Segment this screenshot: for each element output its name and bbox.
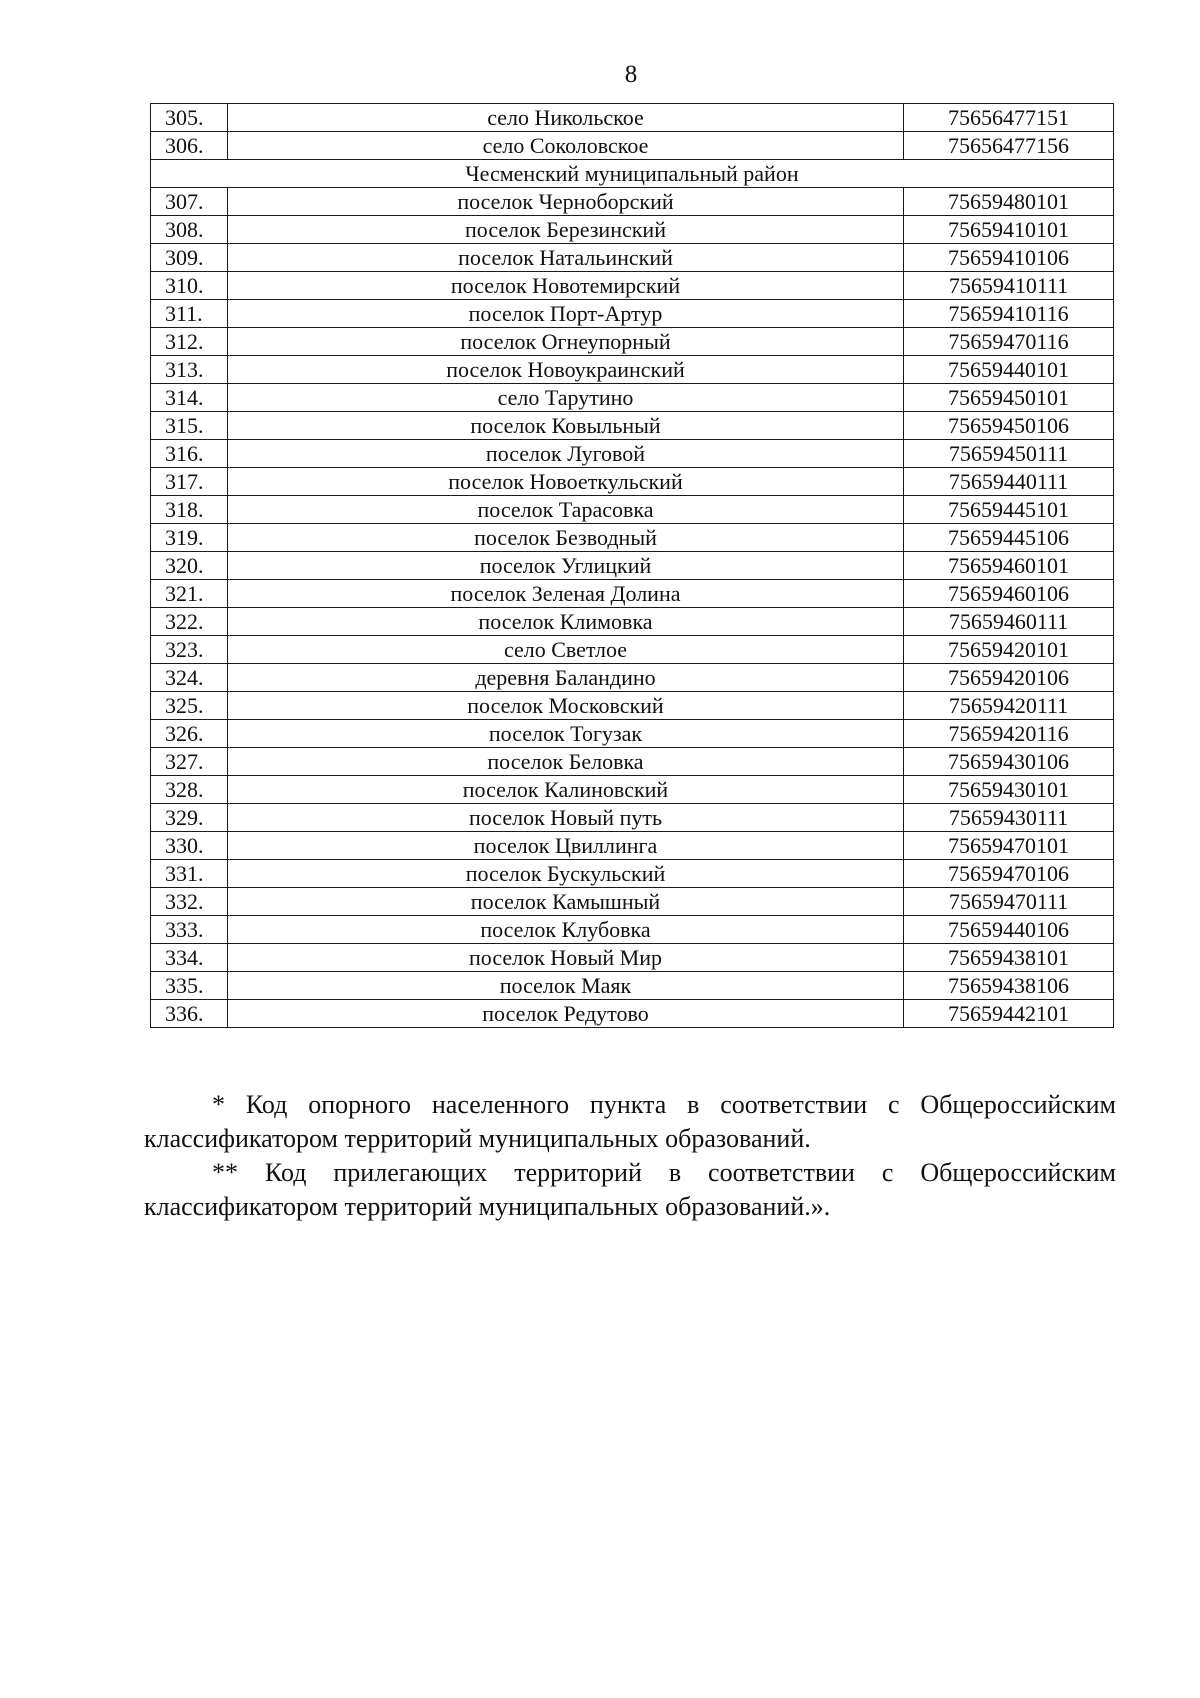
- oktmo-code: 75659460106: [904, 580, 1114, 608]
- table-row: [151, 244, 1114, 272]
- row-number: 322.: [151, 608, 228, 636]
- settlement-name: поселок Луговой: [228, 440, 904, 468]
- table-row: [151, 916, 1114, 944]
- table-row: [151, 804, 1114, 832]
- district-header-row: [151, 160, 1114, 188]
- oktmo-code: 75659440101: [904, 356, 1114, 384]
- footnote-main-settlement-code: * Код опорного населенного пункта в соответствии с Общероссийским классификатором территорий муниципальных образований.: [144, 1090, 1116, 1153]
- settlement-name: поселок Тарасовка: [228, 496, 904, 524]
- oktmo-code: 75659470106: [904, 860, 1114, 888]
- row-number: 309.: [151, 244, 228, 272]
- row-number: 310.: [151, 272, 228, 300]
- table-row: [151, 888, 1114, 916]
- row-number: 326.: [151, 720, 228, 748]
- settlement-name: поселок Новый путь: [228, 804, 904, 832]
- oktmo-code: 75659470111: [904, 888, 1114, 916]
- oktmo-code: 75659420101: [904, 636, 1114, 664]
- table-row: [151, 412, 1114, 440]
- row-number: 331.: [151, 860, 228, 888]
- row-number: 319.: [151, 524, 228, 552]
- row-number: 324.: [151, 664, 228, 692]
- settlement-name: поселок Беловка: [228, 748, 904, 776]
- settlement-name: поселок Березинский: [228, 216, 904, 244]
- table-row: [151, 580, 1114, 608]
- row-number: 315.: [151, 412, 228, 440]
- oktmo-code: 75659450111: [904, 440, 1114, 468]
- row-number: 314.: [151, 384, 228, 412]
- oktmo-code: 75659445106: [904, 524, 1114, 552]
- settlement-name: поселок Новоеткульский: [228, 468, 904, 496]
- table-row: [151, 692, 1114, 720]
- settlement-name: поселок Клубовка: [228, 916, 904, 944]
- settlement-name: село Никольское: [228, 104, 904, 132]
- row-number: 330.: [151, 832, 228, 860]
- settlement-name: поселок Новоукраинский: [228, 356, 904, 384]
- table-row: [151, 384, 1114, 412]
- table-row: [151, 552, 1114, 580]
- oktmo-code: 75659470116: [904, 328, 1114, 356]
- settlement-name: поселок Порт-Артур: [228, 300, 904, 328]
- oktmo-code: 75659420106: [904, 664, 1114, 692]
- oktmo-code: 75659442101: [904, 1000, 1114, 1028]
- oktmo-code: 75659430106: [904, 748, 1114, 776]
- row-number: 334.: [151, 944, 228, 972]
- oktmo-code: 75659430111: [904, 804, 1114, 832]
- oktmo-code: 75659420111: [904, 692, 1114, 720]
- settlement-name: поселок Огнеупорный: [228, 328, 904, 356]
- table-row: [151, 832, 1114, 860]
- row-number: 311.: [151, 300, 228, 328]
- oktmo-code: 75659410106: [904, 244, 1114, 272]
- oktmo-code: 75659480101: [904, 188, 1114, 216]
- table-row: [151, 1000, 1114, 1028]
- oktmo-code: 75659450101: [904, 384, 1114, 412]
- settlement-name: поселок Ковыльный: [228, 412, 904, 440]
- table-row: [151, 132, 1114, 160]
- settlements-table: [150, 103, 1114, 1028]
- settlement-name: поселок Тогузак: [228, 720, 904, 748]
- settlement-name: поселок Новый Мир: [228, 944, 904, 972]
- oktmo-code: 75659410116: [904, 300, 1114, 328]
- settlement-name: поселок Новотемирский: [228, 272, 904, 300]
- settlement-name: поселок Зеленая Долина: [228, 580, 904, 608]
- table-row: [151, 440, 1114, 468]
- row-number: 332.: [151, 888, 228, 916]
- settlements-table-body: [151, 104, 1114, 1028]
- settlement-name: поселок Камышный: [228, 888, 904, 916]
- table-row: [151, 300, 1114, 328]
- oktmo-code: 75659445101: [904, 496, 1114, 524]
- table-row: [151, 104, 1114, 132]
- table-row: [151, 216, 1114, 244]
- oktmo-code: 75659460111: [904, 608, 1114, 636]
- row-number: 308.: [151, 216, 228, 244]
- settlement-name: поселок Калиновский: [228, 776, 904, 804]
- oktmo-code: 75656477151: [904, 104, 1114, 132]
- settlement-name: поселок Климовка: [228, 608, 904, 636]
- row-number: 325.: [151, 692, 228, 720]
- oktmo-code: 75659438106: [904, 972, 1114, 1000]
- oktmo-code: 75659440106: [904, 916, 1114, 944]
- settlement-name: поселок Московский: [228, 692, 904, 720]
- table-row: [151, 776, 1114, 804]
- oktmo-code: 75659438101: [904, 944, 1114, 972]
- oktmo-code: 75659430101: [904, 776, 1114, 804]
- oktmo-code: 75659410111: [904, 272, 1114, 300]
- footnote-adjacent-territories-code: ** Код прилегающих территорий в соответствии с Общероссийским классификатором территорий муниципальных образований.».: [144, 1158, 1116, 1221]
- table-row: [151, 972, 1114, 1000]
- row-number: 312.: [151, 328, 228, 356]
- table-row: [151, 664, 1114, 692]
- row-number: 327.: [151, 748, 228, 776]
- table-row: [151, 272, 1114, 300]
- row-number: 336.: [151, 1000, 228, 1028]
- row-number: 305.: [151, 104, 228, 132]
- row-number: 323.: [151, 636, 228, 664]
- district-header: Чесменский муниципальный район: [151, 160, 1114, 188]
- oktmo-code: 75659460101: [904, 552, 1114, 580]
- row-number: 328.: [151, 776, 228, 804]
- row-number: 335.: [151, 972, 228, 1000]
- settlement-name: поселок Маяк: [228, 972, 904, 1000]
- settlement-name: поселок Безводный: [228, 524, 904, 552]
- row-number: 329.: [151, 804, 228, 832]
- page-number: 8: [624, 61, 638, 88]
- table-row: [151, 608, 1114, 636]
- oktmo-code: 75659470101: [904, 832, 1114, 860]
- row-number: 321.: [151, 580, 228, 608]
- settlement-name: село Соколовское: [228, 132, 904, 160]
- oktmo-code: 75659420116: [904, 720, 1114, 748]
- settlement-name: деревня Баландино: [228, 664, 904, 692]
- settlement-name: село Светлое: [228, 636, 904, 664]
- row-number: 316.: [151, 440, 228, 468]
- table-row: [151, 356, 1114, 384]
- row-number: 306.: [151, 132, 228, 160]
- settlement-name: поселок Натальинский: [228, 244, 904, 272]
- settlement-name: поселок Редутово: [228, 1000, 904, 1028]
- settlement-name: поселок Углицкий: [228, 552, 904, 580]
- settlement-name: поселок Цвиллинга: [228, 832, 904, 860]
- row-number: 307.: [151, 188, 228, 216]
- row-number: 333.: [151, 916, 228, 944]
- table-row: [151, 944, 1114, 972]
- oktmo-code: 75656477156: [904, 132, 1114, 160]
- row-number: 320.: [151, 552, 228, 580]
- table-row: [151, 748, 1114, 776]
- table-row: [151, 524, 1114, 552]
- table-row: [151, 636, 1114, 664]
- table-row: [151, 188, 1114, 216]
- oktmo-code: 75659410101: [904, 216, 1114, 244]
- row-number: 318.: [151, 496, 228, 524]
- table-row: [151, 860, 1114, 888]
- row-number: 317.: [151, 468, 228, 496]
- table-row: [151, 720, 1114, 748]
- oktmo-code: 75659440111: [904, 468, 1114, 496]
- oktmo-code: 75659450106: [904, 412, 1114, 440]
- settlement-name: поселок Черноборский: [228, 188, 904, 216]
- settlement-name: поселок Бускульский: [228, 860, 904, 888]
- settlement-name: село Тарутино: [228, 384, 904, 412]
- footnotes: [144, 1088, 1116, 1224]
- row-number: 313.: [151, 356, 228, 384]
- table-row: [151, 328, 1114, 356]
- table-row: [151, 496, 1114, 524]
- table-row: [151, 468, 1114, 496]
